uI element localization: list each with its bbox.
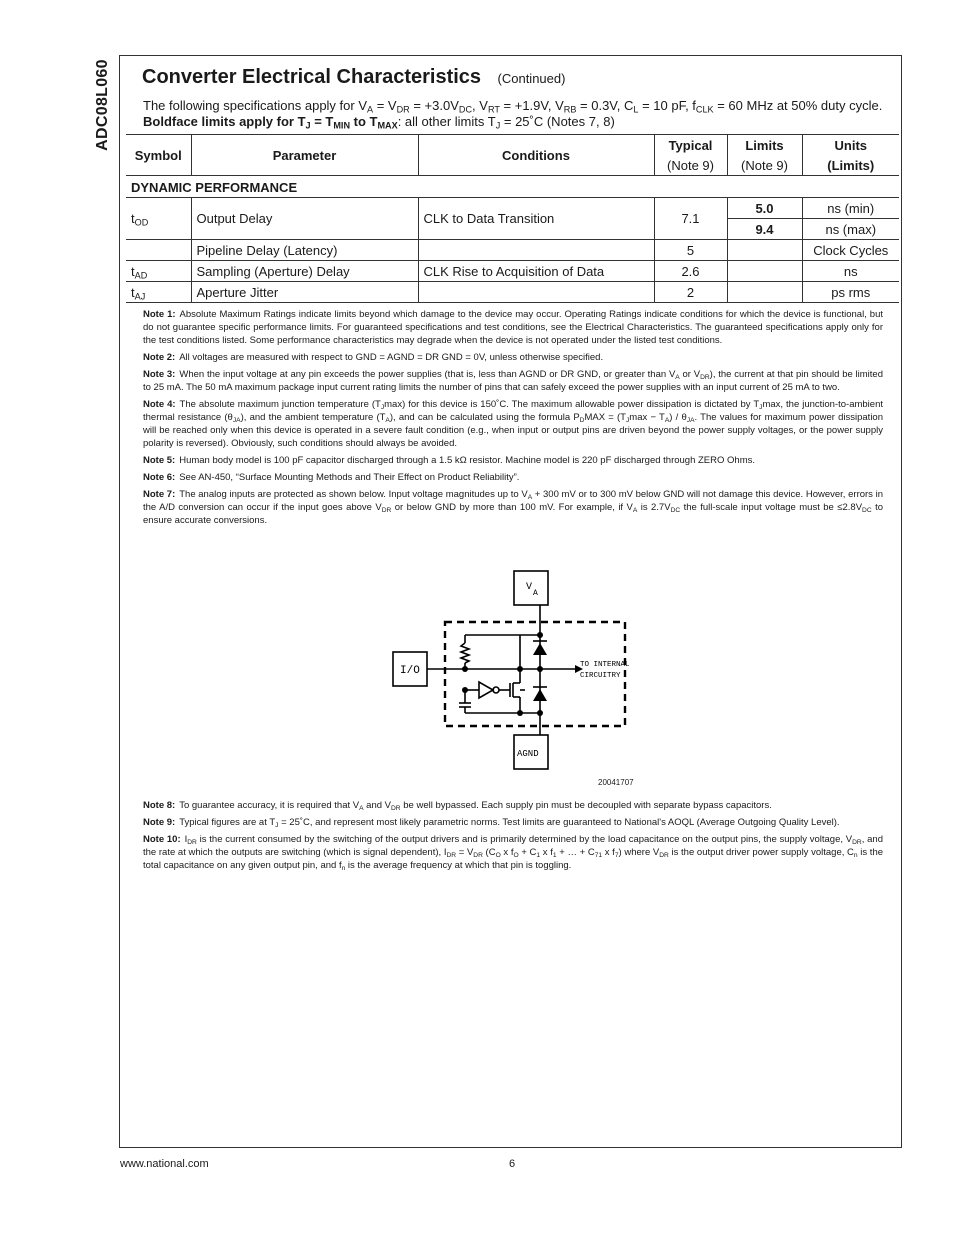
limit-max-cell: 9.4	[727, 219, 802, 240]
conditions-cell	[418, 282, 654, 303]
footer-website[interactable]: www.national.com	[120, 1158, 209, 1170]
header-typical-note: (Note 9)	[654, 155, 727, 176]
section-row	[126, 176, 899, 198]
io-label: I/O	[400, 665, 420, 677]
note-7: Note 7: The analog inputs are protected as shown below. Input voltage magnitudes up to $V_A + 300$ mV or to 300 mV below GND will not damage this device. However, errors in the A/D conversion can occur if the input goes above $V_{DR}$ or below GND by more than 100 mV. For example, if $V_A$ is $2.7V_{DC}$ the full-scale input voltage must be $\le 2.8V_{DC}$ to ensure accurate conversions.	[143, 489, 883, 526]
note-3: Note 3: When the input voltage at any pin exceeds the power supplies (that is, less than AGND or DR GND, or greater than $V_A$ or $V_{DR}$), the current at that pin should be limited to 25 mA. The 50 mA maximum package input current rating limits the number of pins that can safely exceed the power supplies with an input current of 25 mA to two.	[143, 369, 884, 393]
va-label-sub: A	[533, 589, 538, 598]
header-units-sub: (Limits)	[802, 155, 899, 176]
header-limits: Limits	[727, 135, 802, 156]
note-6: Note 6: See AN-450, “Surface Mounting Methods and Their Effect on Product Reliability”.	[143, 472, 520, 483]
limit-cell	[727, 240, 802, 261]
boldface-limits-statement: Boldface limits apply for $T_J = T_{MIN}$ to $T_{MAX}$	[143, 114, 398, 131]
agnd-label: AGND	[517, 749, 539, 759]
note-2: Note 2: All voltages are measured with respect to GND = AGND = DR GND = 0V, unless otherwise specified.	[143, 352, 604, 363]
symbol-cell: $t_{AD}$	[126, 261, 191, 282]
notes-block-2	[143, 799, 883, 876]
section-dynamic-performance: DYNAMIC PERFORMANCE	[126, 176, 899, 198]
intro-paragraph: The following specifications apply for $V_A = V_{DR} = +3.0V_{DC}$, $V_{RT} = +1.9V$, $V_{RB} = 0.3V$, $C_L = 10$ pF, $f_{CLK} = 60$ MHz at 50% duty cycle. Boldface limits apply for $T_J = T_{MIN}$ to $T_{MAX}$: all other limits $T_J$ = 25˚C (Notes 7, 8)	[143, 98, 883, 131]
table-row	[126, 240, 899, 261]
header-typical: Typical	[654, 135, 727, 156]
typical-cell: 2	[654, 282, 727, 303]
unit-cell: ps rms	[802, 282, 899, 303]
symbol-cell	[126, 240, 191, 261]
header-conditions: Conditions	[418, 135, 654, 176]
limit-min-cell: 5.0	[727, 198, 802, 219]
header-parameter: Parameter	[191, 135, 418, 176]
limit-cell	[727, 261, 802, 282]
header-symbol: Symbol	[126, 135, 191, 176]
notes-block-1	[143, 308, 883, 531]
parameter-cell: Aperture Jitter	[191, 282, 418, 303]
header-units: Units	[802, 135, 899, 156]
page-number: 6	[509, 1158, 516, 1170]
circuitry-label: CIRCUITRY	[580, 672, 621, 680]
conditions-cell	[418, 240, 654, 261]
upper-diode	[533, 643, 547, 655]
input-protection-schematic	[385, 565, 645, 790]
conditions-cell: CLK to Data Transition	[418, 198, 654, 240]
typical-cell: 5	[654, 240, 727, 261]
typical-cell: 2.6	[654, 261, 727, 282]
note-5: Note 5: Human body model is 100 pF capacitor discharged through a 1.5 kΩ resistor. Machine model is 220 pF discharged through ZERO Ohms.	[143, 455, 756, 466]
va-label-v: V	[526, 582, 533, 593]
limit-cell	[727, 282, 802, 303]
symbol-cell: $t_{AJ}$	[126, 282, 191, 303]
to-internal-label: TO INTERNAL	[580, 661, 630, 669]
part-number-side-label	[88, 55, 118, 155]
symbol-cell: $t_{OD}$	[126, 198, 191, 240]
note-9: Note 9: Typical figures are at $T_J$ = 25˚C, and represent most likely parametric norms. Test limits are guaranteed to National's AOQL (Average Outgoing Quality Level).	[143, 817, 840, 829]
header-limits-note: (Note 9)	[727, 155, 802, 176]
part-number: ADC08L060	[94, 59, 111, 151]
unit-min-cell: ns (min)	[802, 198, 899, 219]
note-4: Note 4: The absolute maximum junction temperature $(T_J\max)$ for this device is 150˚C. The maximum allowable power dissipation is dictated by $T_J\max$, the junction-to-ambient thermal resistance $(\theta_{JA})$, and the ambient temperature $(T_A)$, and can be calculated using the formula $P_DMAX = (T_J\max - T_A) / \theta_{JA}$. The values for maximum power dissipation will be reached only when this device is operated in a severe fault condition (e.g., when input or output pins are driven beyond the power supply voltages, or the power supply polarity is reversed). Obviously, such conditions should always be avoided.	[143, 399, 884, 449]
parameter-cell: Pipeline Delay (Latency)	[191, 240, 418, 261]
spec-table	[126, 134, 899, 303]
note-8: Note 8: To guarantee accuracy, it is required that $V_A$ and $V_{DR}$ be well bypassed. Each supply pin must be decoupled with separate bypass capacitors.	[143, 800, 772, 812]
typical-cell: 7.1	[654, 198, 727, 240]
parameter-cell: Output Delay	[191, 198, 418, 240]
title-main: Converter Electrical Characteristics	[142, 66, 482, 88]
unit-cell: ns	[802, 261, 899, 282]
figure-id: 20041707	[598, 778, 634, 787]
table-row	[126, 261, 899, 282]
header-row	[126, 135, 899, 156]
table-row	[126, 198, 899, 219]
table-row	[126, 282, 899, 303]
lower-diode	[533, 689, 547, 701]
title-continued: (Continued)	[497, 71, 566, 86]
unit-max-cell: ns (max)	[802, 219, 899, 240]
unit-cell: Clock Cycles	[802, 240, 899, 261]
note-10: Note 10: $I_{DR}$ is the current consumed by the switching of the output drivers and is primarily determined by the load capacitance on the output pins, the supply voltage, $V_{DR}$, and the rate at which the outputs are switching (which is signal dependent), $I_{DR} = V_{DR}$ ($C_O$ x $f_O + C_1$ x $f_1$ + … + $C_{71}$ x $f_7$) where $V_{DR}$ is the output driver power supply voltage, $C_n$ is the total capacitance on any given output pin, and $f_n$ is the average frequency at which that pin is toggling.	[143, 834, 884, 872]
parameter-cell: Sampling (Aperture) Delay	[191, 261, 418, 282]
section-title	[142, 66, 565, 89]
note-1: Note 1: Absolute Maximum Ratings indicate limits beyond which damage to the device may occur. Operating Ratings indicate conditions for which the device is functional, but do not guarantee specific performance limits. For guaranteed specifications and test conditions, see the Electrical Characteristics. The guaranteed specifications apply only for the test conditions listed. Some performance characteristics may degrade when the device is not operated under the listed test conditions.	[143, 309, 883, 346]
conditions-cell: CLK Rise to Acquisition of Data	[418, 261, 654, 282]
